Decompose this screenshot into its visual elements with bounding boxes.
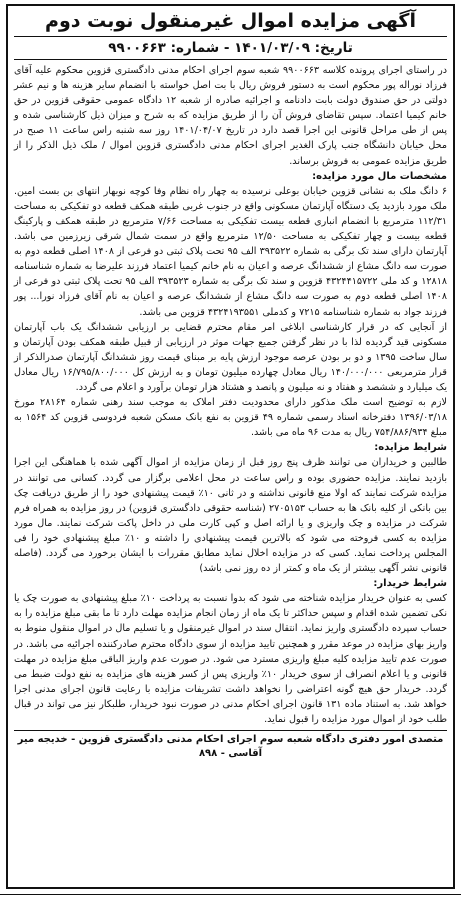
property-specs: ۶ دانگ ملک به نشانی قزوین خیابان بوعلی نرسیده به چهار راه نظام وفا کوچه نوبهار انتهای بن بست امین. ملک مورد بازدید یک دستگاه آپارتمان مسکونی واقع در جنوب غربی طبقه همکف قطعه دو تفکیکی به مساحت ۱۱۲/۳۱ مترمربع با انضمام انباری قطعه بیست تفکیکی به مساحت ۷/۶۶ مترمربع در طبقه همکف و پارکینگ قطعه بیست و چهار تفکیکی به مساحت ۱۲/۵۰ مترمربع واقع در سمت شمال شرقی زیرزمین می باشد. آپارتمان دارای سند تک برگی به شماره ۳۹۳۵۲۲ الف ۹۵ تحت پلاک ثبتی دو فرعی از ۱۴۰۸ اصلی قطعه دوم به صورت سه دانگ مشاع از ششدانگ عرصه و اعیان به نام خانم کیمیا اعتماد فرزند علیرضا به شماره شناسنامه ۱۲۸۱۸ و کد ملی ۴۳۲۴۴۱۵۷۲۲ قزوین و سند تک برگی به شماره ۳۹۳۵۲۳ الف ۹۵ تحت پلاک ثبتی دو فرعی از ۱۴۰۸ اصلی قطعه دوم به صورت سه دانگ مشاع از ششدانگ عرصه و اعیان به نام آقای فرزاد نورا... پور فرزند جواد به شماره شناسنامه ۷۲۱۵ و کدملی ۴۳۲۴۱۹۳۵۵۱ قزوین می باشد. [14,185,447,318]
appraisal-paragraph: از آنجایی که در قرار کارشناسی ابلاغی امر مقام محترم قضایی بر ارزیابی ششدانگ یک باب آپارتمان مسکونی قید گردیده لذا با در نظر گرفتن جمیع جهات موثر در ارزیابی از قبیل طبقه همکف بودن آپارتمان و سال ساخت ۱۳۹۵ و دو بر بودن عرصه موجود ارزش پایه بر مبنای قیمت روز ششدانگ آپارتمان صدرالذکر از قرار مترمربعی ۱۴۰/۰۰۰/۰۰۰ ریال معادل چهارده میلیون تومان و به ارزش کل ۱۶/۷۹۵/۸۰۰/۰۰۰ ریال معادل یک میلیارد و ششصد و هفتاد و نه میلیون و پانصد و هشتاد هزار تومان برآورد و اعلام می گردد. [14,321,447,393]
notice-intro: در راستای اجرای پرونده کلاسه ۹۹۰۰۶۶۳ شعبه سوم اجرای احکام مدنی دادگستری قزوین محکوم علیه آقای فرزاد نوراله پور محکوم است به دستور فروش ریال با بت اصل خواسته با انضمام سایر هزینه ها و نیم عشر دولتی در حق صندوق دولت بابت دادنامه و اجرائیه صادره از شعبه ۱۲ دادگاه عمومی حقوقی قزوین در حق خانم کیمیا اعتماد. سپس تقاضای فروش آن را از طریق مزایده که به شرح و میزان ذیل کارشناسی شده و پس از طی مراحل قانونی این اجرا قصد دارد در تاریخ ۱۴۰۱/۰۴/۰۷ روز سه شنبه راس ساعت ۱۱ صبح در محل خیابان دانشگاه جنب پارک الغدیر اجرای احکام مدنی دادگستری قزوین اموال / ملک ذیل الذکر را از طریق مزایده عمومی به فروش برساند. [14,65,448,167]
page-divider [0,894,461,895]
notice-title: آگهی مزایده اموال غیرمنقول نوبت دوم [45,10,416,32]
auction-notice [6,4,455,889]
notice-footer: متصدی امور دفتری دادگاه شعبه سوم اجرای احکام مدنی دادگستری قزوین - خدیجه میر آقاسی - ۸۹۸ [14,730,447,761]
mortgage-paragraph: لازم به توضیح است ملک مذکور دارای محدودیت دفتر املاک به موجب سند رهنی شماره ۲۸۱۶۴ مورخ ۱۳۹۶/۰۳/۱۸ دفترخانه اسناد رسمی شماره ۴۹ قزوین به نفع بانک مسکن شعبه فردوسی قزوین کد ۱۵۶۴ به مبلغ ۷۵۴/۸۸۶/۹۳۴ ریال به مدت ۹۶ ماه می باشد. [14,397,447,439]
specs-heading: مشخصات مال مورد مزایده: [312,170,447,182]
conditions-heading: شرایط مزایده: [374,442,447,454]
buyer-heading: شرایط خریدار: [373,578,447,590]
auction-conditions: طالبین و خریداران می توانند ظرف پنج روز قبل از زمان مزایده از اموال آگهی شده با هماهنگی این اجرا بازدید نمایند. مزایده حضوری بوده و راس ساعت در محل اعلامی برگزار می گردد. کسانی می توانند در مزایده شرکت نمایند که اولا منع قانونی نداشته و در ثانی ۱۰٪ قیمت پیشنهادی خود را از طریق دریافت چک بین بانکی از کلیه بانک ها به حساب ۲۷۰۵۱۵۳ (شناسه حقوقی دادگستری قزوین) در روز مزایده به همراه فرم شرکت در مزایده و چک واریزی و یا ارائه اصل و کپی کارت ملی در داخل پاکت شرکت نمایند. مال مورد مزایده به کسی فروخته می شود که بالاترین قیمت پیشنهادی را داشته و ۱۰٪ مبلغ پیشنهادی خود را فی المجلس پرداخت نماید. کسی که در مزایده اخلال نماید مطابق مقررات با ایشان برخورد می گردد. (فاصله قانونی نشر آگهی بیشتر از یک ماه و کمتر از ده روز نمی باشد) [14,457,448,575]
buyer-conditions: کسی به عنوان خریدار مزایده شناخته می شود که بدوا نسبت به پرداخت ۱۰٪ مبلغ پیشنهادی به صورت چک یا نکی تضمین شده اقدام و سپس حداکثر تا یک ماه از زمان انجام مزایده مهلت دارد تا ما بقی مبلغ مزایده را به حساب سپرده دادگستری واریز نماید. انتقال سند در اموال غیرمنقول و یا تسلیم مال در اموال منقول منوط به واریز بهای مزایده در موعد مقرر و همچنین تایید مزایده از سوی دادگاه محترم صادرکننده اجرائیه می باشد. در صورت عدم تایید مزایده کلیه مبلغ واریزی مسترد می شود. در صورت عدم واریز الباقی مبلغ مزایده در مهلت قانونی و یا اعلام انصراف از سوی خریدار ۱۰٪ واریزی پس از کسر هزینه های مزایده به نفع دولت ضبط می گردد. خریدار حق هیچ گونه اعتراضی را نخواهد داشت تشریفات مزایده با رعایت قانون اجرای مدنی اجرا خواهد شد. به استناد ماده ۱۳۱ قانون اجرای احکام مدنی در صورت نبود خریدار، طلبکار نیز می تواند در قبال طلب خود از اموال مورد مزایده را قبول نماید. [14,593,447,726]
notice-date-number: تاریخ: ۱۴۰۱/۰۳/۰۹ - شماره: ۹۹۰۰۶۶۳ [14,36,447,60]
